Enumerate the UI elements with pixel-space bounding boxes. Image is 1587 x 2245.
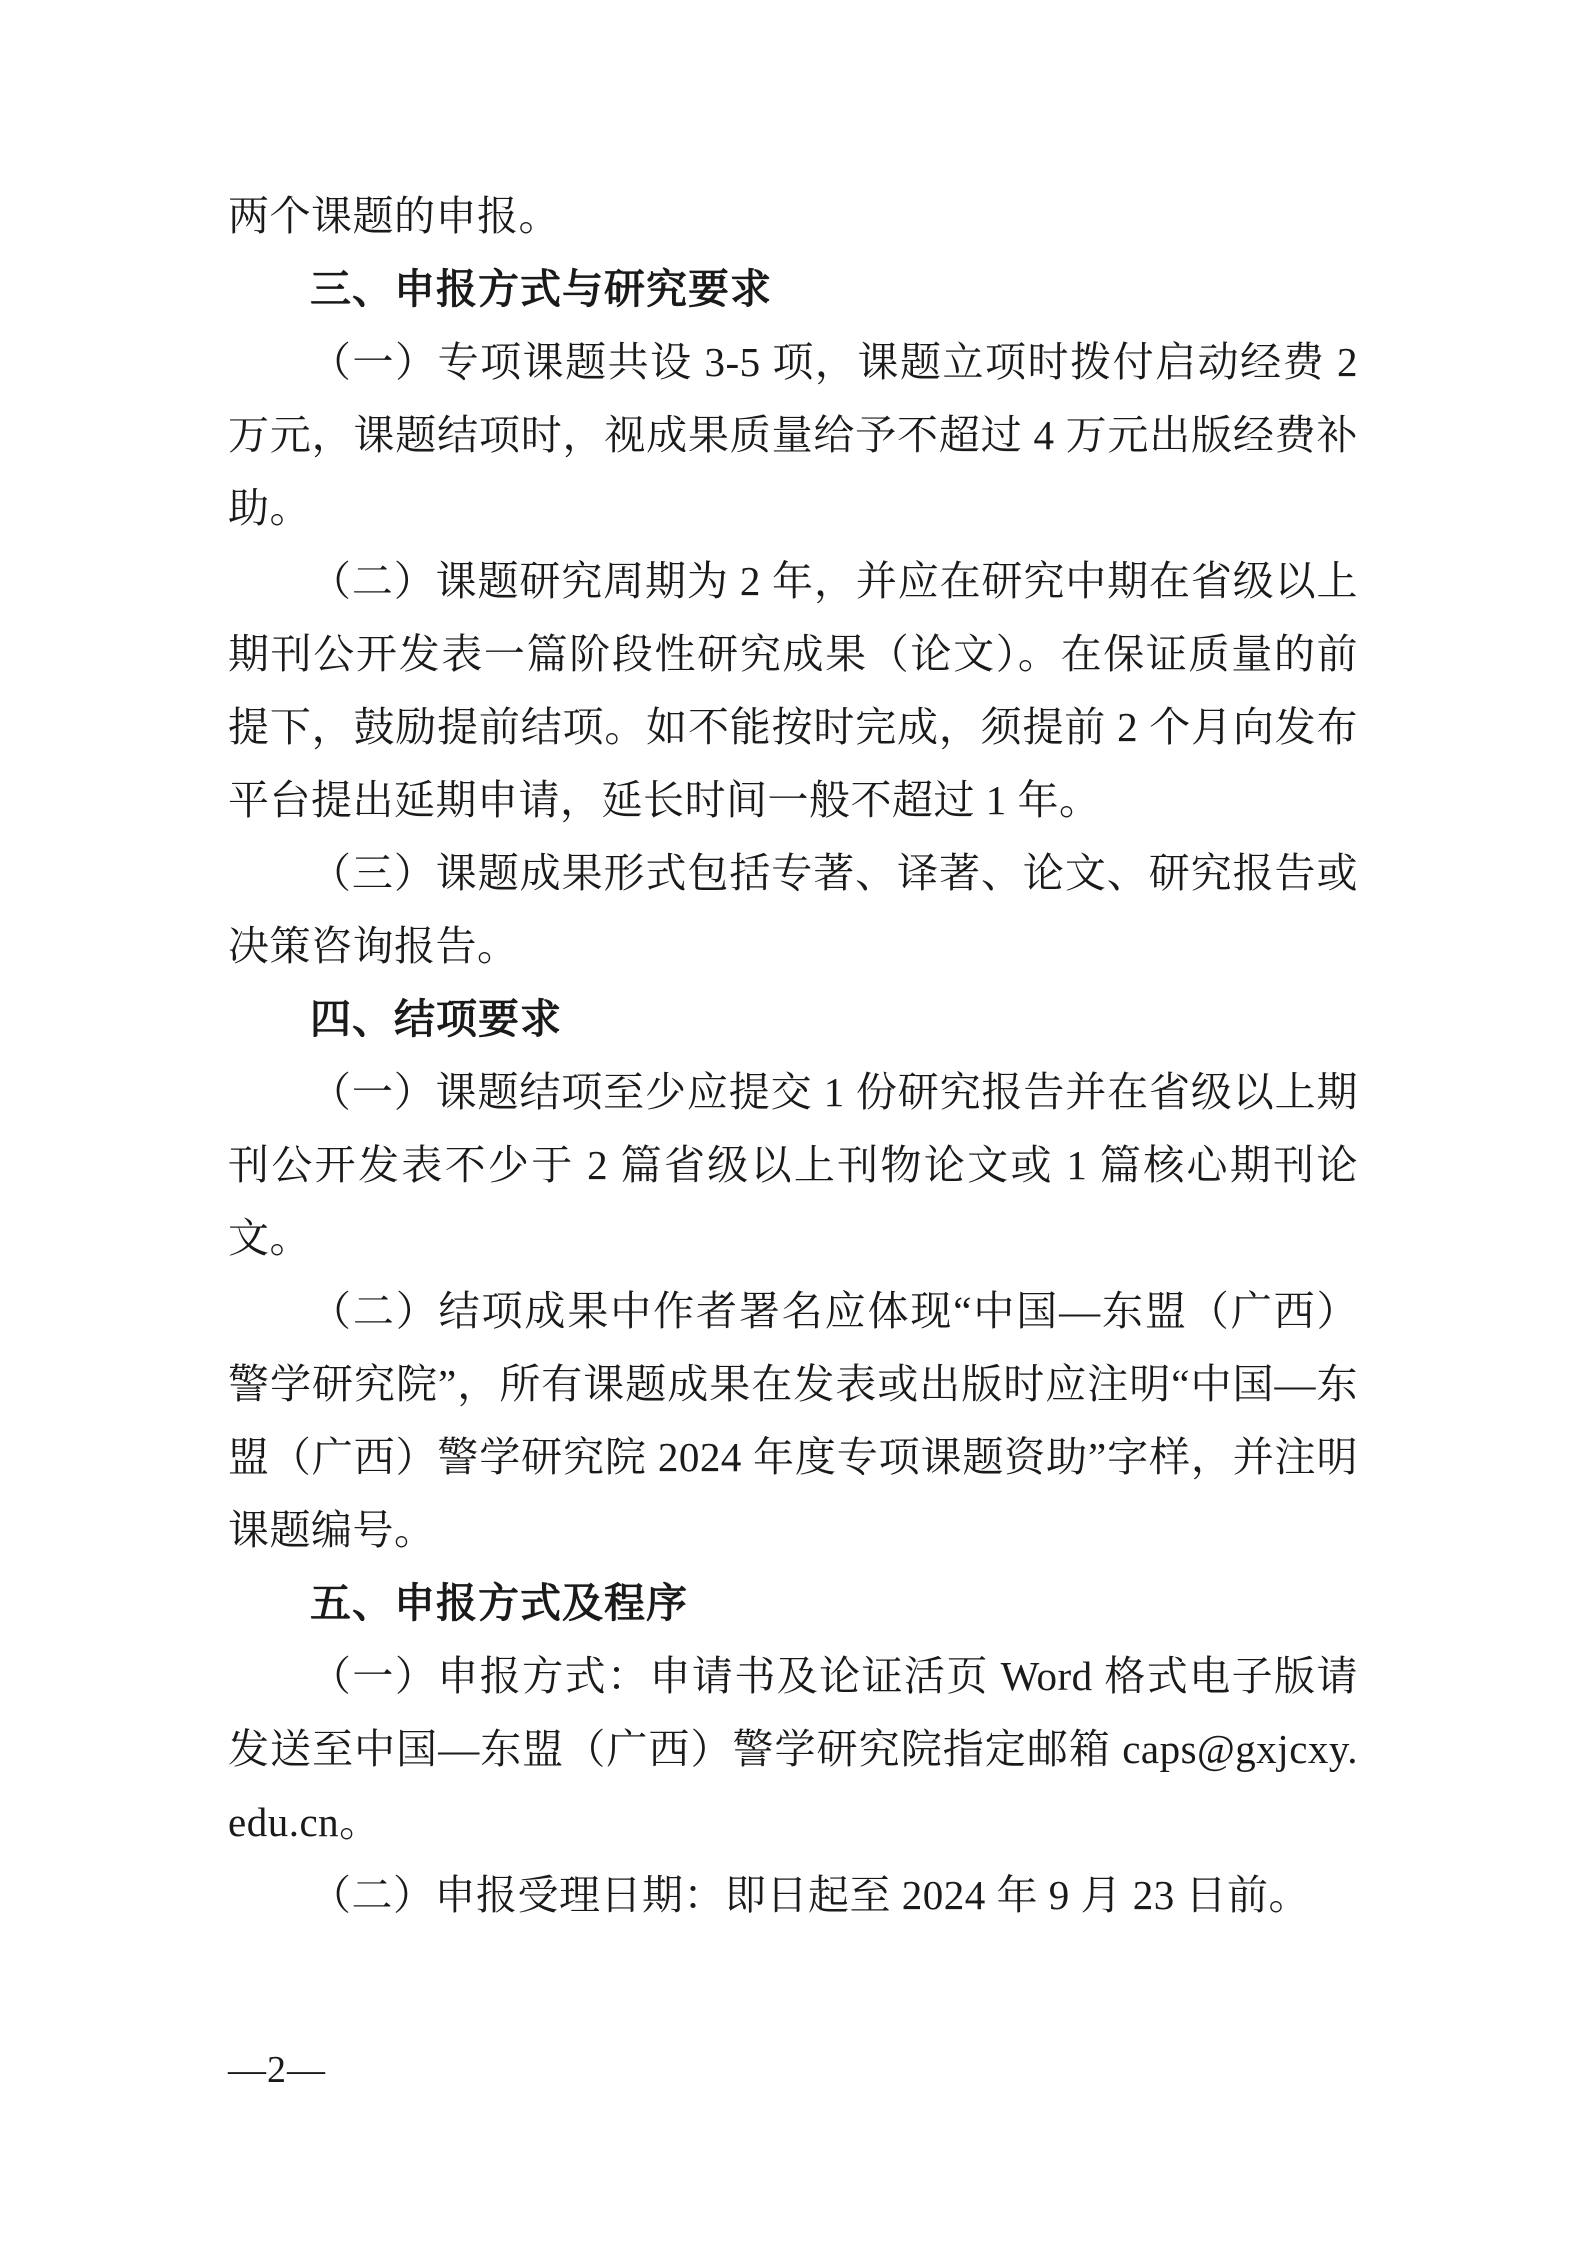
- para-5-1: （一）申报方式：申请书及论证活页 Word 格式电子版请发送至中国—东盟（广西）警学研究院指定邮箱 caps@gxjcxy.edu.cn。: [228, 1653, 1358, 1845]
- para-3-3: （三）课题成果形式包括专著、译著、论文、研究报告或决策咨询报告。: [228, 850, 1358, 969]
- para-3-2: （二）课题研究周期为 2 年，并应在研究中期在省级以上期刊公开发表一篇阶段性研究成果（论文）。在保证质量的前提下，鼓励提前结项。如不能按时完成，须提前 2 个月向发布平台提出延期申请，延长时间一般不超过 1 年。: [228, 558, 1358, 823]
- para-continuation-top: 两个课题的申报。: [228, 193, 560, 239]
- para-5-2: （二）申报受理日期：即日起至 2024 年 9 月 23 日前。: [310, 1872, 1310, 1918]
- page-number: —2—: [228, 2049, 326, 2091]
- document-body: [228, 180, 1369, 1932]
- heading-section-three: 三、申报方式与研究要求: [310, 266, 772, 312]
- para-4-2: （二）结项成果中作者署名应体现“中国—东盟（广西）警学研究院”，所有课题成果在发表或出版时应注明“中国—东盟（广西）警学研究院 2024 年度专项课题资助”字样，并注明课题编号。: [228, 1288, 1358, 1553]
- para-4-1: （一）课题结项至少应提交 1 份研究报告并在省级以上期刊公开发表不少于 2 篇省级以上刊物论文或 1 篇核心期刊论文。: [228, 1069, 1358, 1261]
- heading-section-four: 四、结项要求: [310, 996, 562, 1042]
- para-3-1: （一）专项课题共设 3-5 项，课题立项时拨付启动经费 2 万元，课题结项时，视成果质量给予不超过 4 万元出版经费补助。: [228, 339, 1369, 531]
- heading-section-five: 五、申报方式及程序: [310, 1580, 688, 1626]
